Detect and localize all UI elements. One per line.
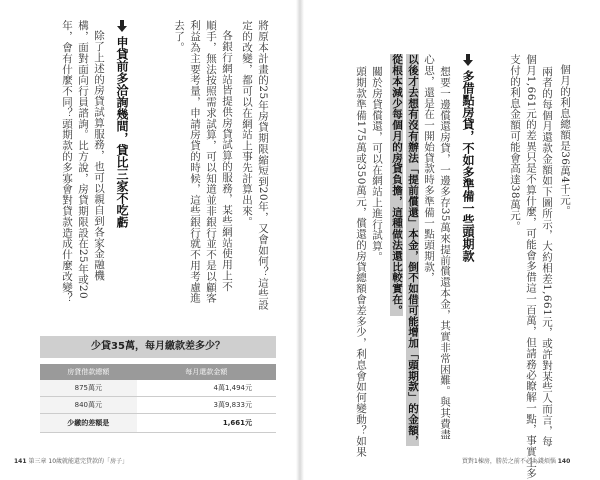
page-number: 140 <box>557 458 571 465</box>
page-number: 141 <box>14 458 27 465</box>
left-body-col-1: 將原本計畫的25年房貸期限縮短到20年，又會如何？這些設 <box>257 20 269 310</box>
chapter-label: 第三章 <box>28 458 47 465</box>
left-body-col-3: 各銀行網站皆提供房貸試算的服務，某些網站使用上不 <box>221 30 233 292</box>
table-header-loan-total: 房貸借款總額 <box>40 364 137 380</box>
difference-label: 少繳的差額是 <box>40 414 137 433</box>
right-body-col-6: 心思，還是在一開始貸款時多準備一點頭期款， <box>423 54 435 283</box>
table-header-monthly-payment: 每月還款金額 <box>137 364 276 380</box>
table-cell: 4萬1,494元 <box>137 380 276 397</box>
arrow-down-icon <box>463 54 473 66</box>
right-section-heading: 多借點房貸，不如多準備一些頭期款 <box>460 54 477 262</box>
left-body-col-6: 去了。 <box>173 20 185 53</box>
left-section-heading: 申貸前多洽詢幾間，貸比三家不吃虧 <box>114 20 131 228</box>
right-footer <box>462 456 570 465</box>
table-title: 少貸35萬，每月繳款差多少？ <box>40 336 276 358</box>
chapter-title: 10歲就能還完貸款的「房子」 <box>48 458 129 465</box>
arrow-down-icon <box>117 20 127 32</box>
chapter-title: 買對1棟房，勝於之前不必為錢煩惱 <box>462 458 556 465</box>
right-body-col-4: 支付的利息金額可能會高達38萬元。 <box>509 54 521 232</box>
table-row <box>40 380 276 397</box>
book-gutter <box>296 0 304 480</box>
right-body-col-7: 關於房貸償還，可以在網站上進行試算。 <box>371 66 383 263</box>
left-body-col-8: 構，面對面向行員諮詢。比方說，房貸期限設在25年或20 <box>77 20 89 300</box>
left-body-col-4: 順手，無法按照需求試算，可以知道並非銀行並不是以顧客 <box>205 20 217 304</box>
left-body-col-7: 除了上述的房貸試算服務，也可以親自到各家金融機 <box>93 30 105 281</box>
table-cell: 3萬9,833元 <box>137 397 276 414</box>
left-footer <box>14 456 128 465</box>
right-body-col-5: 想要一邊償還房貸，一邊多存35萬來提前償還本金，其實非常困難。與其費盡 <box>439 66 451 440</box>
right-body-col-2: 兩者的每個月還款金額如下圖所示，大約相差1,661元，或許對某些人而言，每 <box>541 66 553 447</box>
table-row-difference <box>40 414 276 433</box>
difference-value: 1,661元 <box>137 414 276 433</box>
payment-comparison-table <box>40 336 276 433</box>
highlighted-line-2: 從根本減少每個月的房貸負擔，這種做法還比較實在。 <box>391 54 403 316</box>
right-body-col-1: 個月的利息總額是36萬4千元。 <box>559 64 571 217</box>
left-body-col-2: 定的改變，都可以在網站上事先計算出來。 <box>241 20 253 228</box>
right-body-col-3: 個月1,661元的差異只是不算什麼，可能會多借這一百萬，但請務必瞭解一點，事實上多 <box>525 54 537 479</box>
left-body-col-9: 年，會有什麼不同？頭期款的多寡會對貸款造成什麼改變？ <box>61 20 73 304</box>
table-cell: 840萬元 <box>40 397 137 414</box>
highlighted-line-1: 以後才去想有沒有辦法「提前償還」本金，倒不如借可能增加「頭期款」的金額， <box>407 54 419 447</box>
table-cell: 875萬元 <box>40 380 137 397</box>
table-row <box>40 397 276 414</box>
table <box>40 364 276 433</box>
left-body-col-5: 利益為主要考量，申請房貸的時候，這些銀行就不用考慮進 <box>189 20 201 304</box>
right-body-col-8: 頭期款準備175萬或350萬元，償還的房貸總額會差多少，利息會如何變動？如果 <box>355 66 367 458</box>
